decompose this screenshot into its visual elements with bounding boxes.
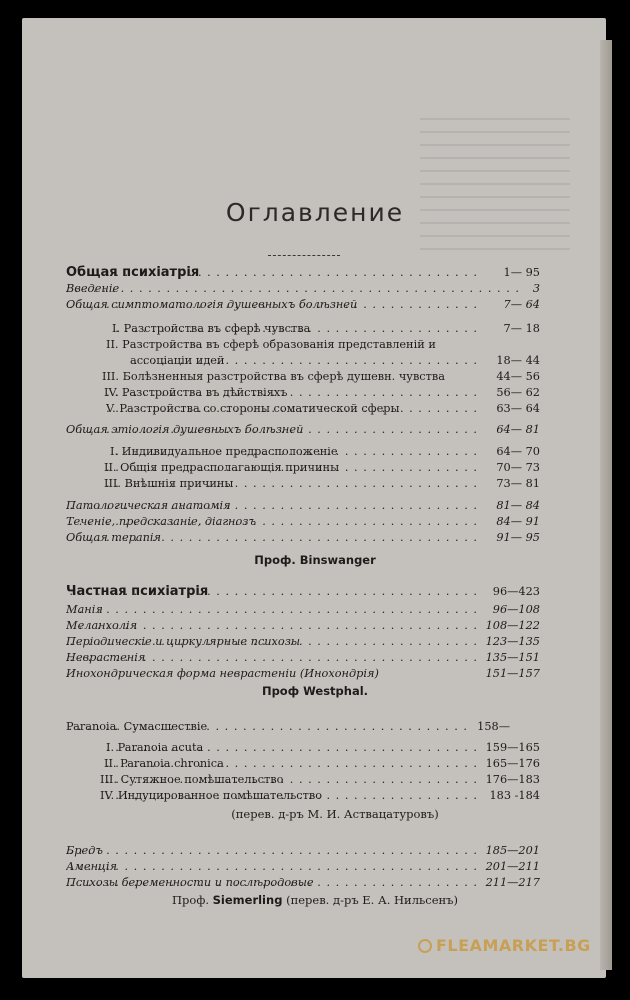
toc-entry: Періодическіе и циркулярные психозы . . . 123—135	[66, 633, 540, 650]
toc-entry: Общая терапія . . . 91— 95	[66, 529, 540, 546]
toc-entry: II. Разстройства въ сферѣ образованія представленій и	[106, 338, 436, 351]
page-title: Оглавление	[225, 198, 405, 227]
toc-entry: ассоціаціи идей . . . 18— 44	[130, 352, 540, 369]
toc-entry: IV. Индуцированное помѣшательство . . . 183 -184	[100, 787, 540, 804]
author-westphal: Проф Westphal.	[261, 684, 369, 698]
toc-entry: II. Общія предрасполагающія причины . . . 70— 73	[104, 459, 540, 476]
toc-entry: Инохондрическая форма неврастеніи (Инохондрія) 151—157	[66, 667, 540, 680]
toc-entry: Манія . . . 96—108	[66, 601, 540, 618]
toc-entry: III. Внѣшнія причины . . . 73— 81	[104, 475, 540, 492]
toc-entry: Теченіе, предсказаніе, діагнозъ . . . 84— 91	[66, 513, 540, 530]
show-through-text	[420, 110, 570, 250]
page-edge	[600, 40, 612, 970]
title-rule	[268, 255, 340, 256]
translator-note: (перев. д-ръ М. И. Аствацатуровъ)	[231, 807, 439, 821]
toc-entry: I. Индивидуальное предрасположеніе . . . 64— 70	[110, 443, 540, 460]
toc-entry: V. Разстройства со стороны соматической сферы . . . 63— 64	[106, 400, 540, 417]
toc-entry: II. Paranoia chronica . . . 165—176	[104, 755, 540, 772]
toc-entry: III. Болѣзненныя разстройства въ сферѣ душевн. чувства 44— 56	[102, 370, 540, 383]
toc-entry: Общая этіологія душевныхъ болѣзней . . . 64— 81	[66, 421, 540, 438]
toc-entry: Патологическая анатомія . . . 81— 84	[66, 497, 540, 514]
author-siemerling: Проф. Siemerling (перев. д-ръ Е. А. Нильсенъ)	[172, 893, 458, 907]
toc-entry: Меланхолія . . . 108—122	[66, 617, 540, 634]
toc-entry: IV. Разстройства въ дѣйствіяхъ . . . 56— 62	[104, 384, 540, 401]
toc-entry: Бредъ . . . 185—201	[66, 842, 540, 859]
toc-entry: Paranoia. Сумасшествіе . . . 158—	[66, 718, 540, 735]
toc-entry: Неврастенія . . . 135—151	[66, 649, 540, 666]
toc-entry: III. Сутяжное помѣшательство . . . 176—183	[100, 771, 540, 788]
toc-entry: Аменція . . . 201—211	[66, 858, 540, 875]
section-heading-special: Частная психiатрія . . . 96—423	[66, 583, 540, 600]
toc-entry: I. Paranoia acuta . . . 159—165	[106, 739, 540, 756]
flea-logo-icon	[418, 939, 432, 953]
author-binswanger: Проф. Binswanger	[254, 553, 376, 567]
toc-entry: I. Разстройства въ сферѣ чувства . . . 7— 18	[112, 320, 540, 337]
watermark: FLEAMARKET.BG	[418, 936, 591, 955]
section-heading-general: Общая психiатрія . . . 1— 95	[66, 264, 540, 281]
toc-entry: Введеніе . . . 3	[66, 280, 540, 297]
toc-entry: Психозы беременности и послѣродовые . . . 211—217	[66, 874, 540, 891]
toc-entry: Общая симптоматологія душевныхъ болѣзней . . . 7— 64	[66, 296, 540, 313]
